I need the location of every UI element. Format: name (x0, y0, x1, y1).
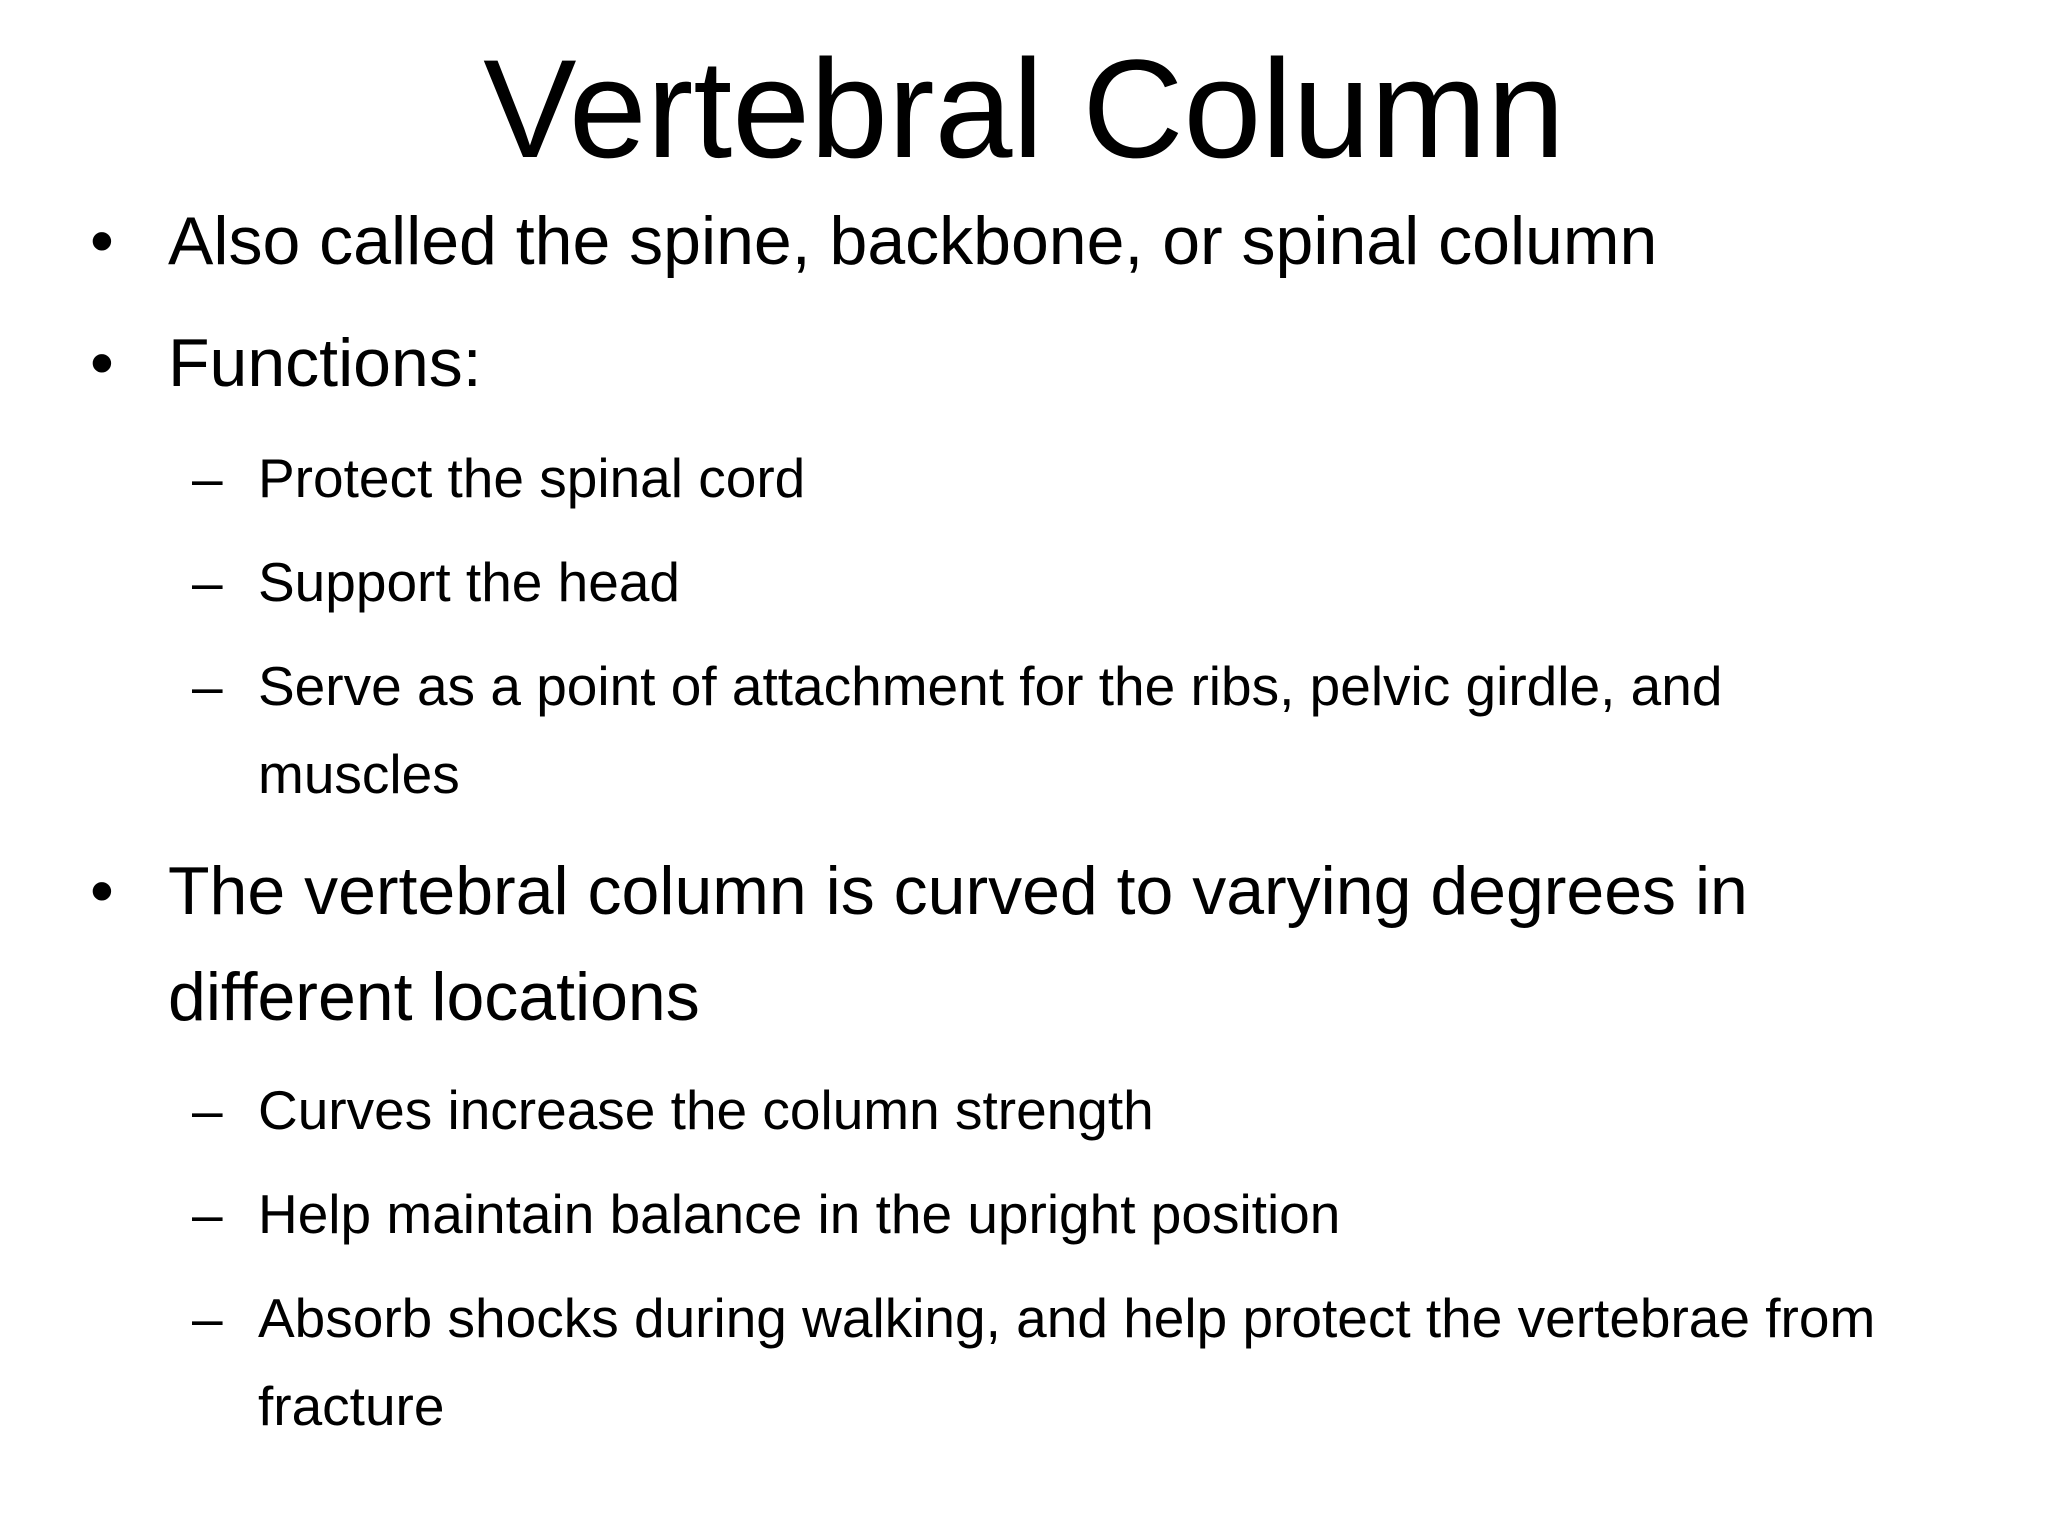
slide-title: Vertebral Column (483, 30, 1565, 187)
dash-marker: – (192, 447, 223, 509)
bullet-text-also-called: Also called the spine, backbone, or spinal column (168, 203, 1658, 279)
bullet-marker: • (90, 203, 114, 279)
dash-marker: – (192, 1183, 223, 1245)
sub-item-balance: Help maintain balance in the upright position (258, 1183, 1341, 1245)
dash-marker: – (192, 1287, 223, 1349)
bullet-text-curved: The vertebral column is curved to varying degrees in (168, 853, 1748, 929)
sub-item-support-head: Support the head (258, 551, 681, 613)
dash-marker: – (192, 551, 223, 613)
sub-item-protect-spinal-cord: Protect the spinal cord (258, 447, 806, 509)
sub-item-absorb-shocks-continuation: fracture (258, 1375, 445, 1437)
bullet-text-functions: Functions: (168, 325, 482, 401)
sub-item-curves-strength: Curves increase the column strength (258, 1079, 1154, 1141)
bullet-marker: • (90, 853, 114, 929)
dash-marker: – (192, 655, 223, 717)
sub-item-absorb-shocks: Absorb shocks during walking, and help protect the vertebrae from (258, 1287, 1876, 1349)
sub-item-attachment-continuation: muscles (258, 743, 460, 805)
bullet-marker: • (90, 325, 114, 401)
dash-marker: – (192, 1079, 223, 1141)
sub-item-attachment: Serve as a point of attachment for the ribs, pelvic girdle, and (258, 655, 1723, 717)
bullet-text-curved-continuation: different locations (168, 959, 700, 1035)
